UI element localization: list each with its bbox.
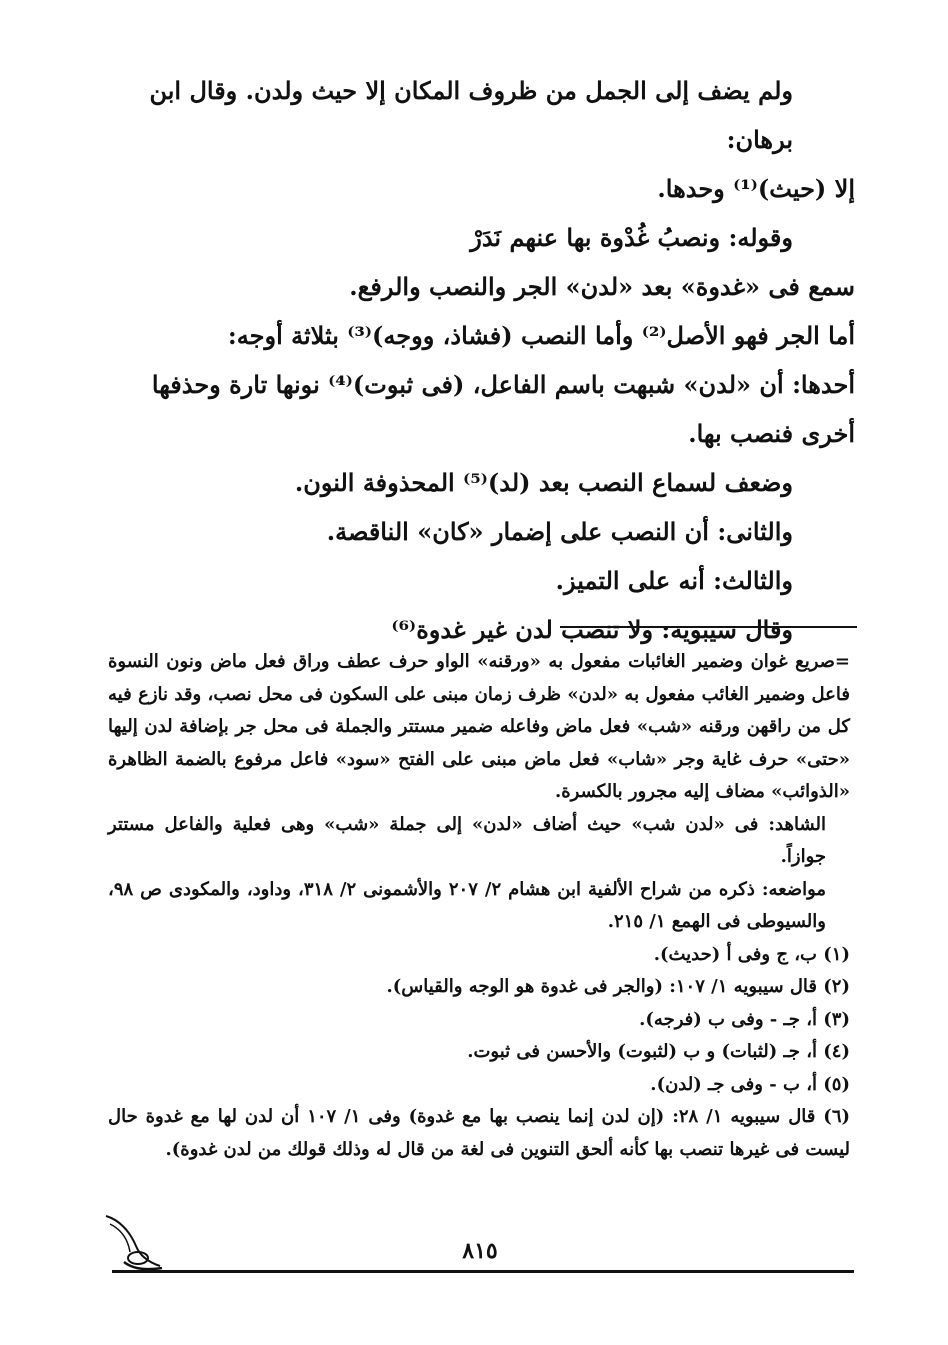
text-line: إلا (حيث)⁽¹⁾ وحدها. [657,174,855,203]
footnote-item: (٦) قال سيبويه ١/ ٢٨: (إن لدن إنما ينصب بها مع غدوة) وفى ١/ ١٠٧ أن لدن لها مع غدوة حال ليست فى غيرها تنصب بها كأنه ألحق التنوين فى لغة من قال له وذلك قولك من لدن غدوة). [108,1106,851,1160]
footnote-item: (٢) قال سيبويه ١/ ١٠٧: (والجر فى غدوة هو الوجه والقياس). [386,976,850,997]
footnote-item: (٥) أ، ب - وفى جـ (لدن). [650,1073,850,1095]
footnote-mawadi: مواضعه: ذكره من شراح الألفية ابن هشام ٢/ ٢٠٧ والأشمونى ٢/ ٣١٨، وداود، والمكودى ص ٩٨، والسيوطى فى الهمع ١/ ٢١٥. [108,878,827,932]
text-line: والثانى: أن النصب على إضمار «كان» الناقصة. [326,517,793,546]
verse-line: وقوله: ونصبُ غُدْوة بها عنهم نَدَرْ [470,223,793,252]
bottom-rule [112,1270,854,1273]
footnote-item: (١) ب، ج وفى أ (حديث). [653,943,850,965]
text-line: والثالث: أنه على التميز. [555,566,793,595]
footnote-continued: =صريع غوان وضمير الغائبات مفعول به «ورقنه» الواو حرف عطف وراق فعل ماض ونون النسوة فاعل وضمير الغائب مفعول به «لدن» ظرف زمان مبنى على السكون فى محل نصب، وقد نازع فيه كل من راقهن ورقنه «شب» فعل ماض وفاعله ضمير مستتر والجملة فى محل جر بإضافة لدن إليها «حتى» حرف غاية وجر «شاب» فعل ماض مبنى على الفتح «سود» فاعل مرفوع بالضمة الظاهرة «الذوائب» مضاف إليه مجرور بالكسرة. [108,651,850,802]
text-line: وضعف لسماع النصب بعد (لد)⁽⁵⁾ المحذوفة النون. [294,468,793,497]
text-line: أحدها: أن «لدن» شبهت باسم الفاعل، (فى ثبوت)⁽⁴⁾ نونها تارة وحذفها [151,370,855,399]
page-number: ٨١٥ [462,1238,498,1264]
footnote-item: (٤) أ، جـ (لثبات) و ب (لثبوت) والأحسن فى ثبوت. [467,1041,850,1062]
text-line: وقال سيبويه: ولا تنصب لدن غير غدوة⁽⁶⁾ [391,615,793,644]
text-line: ولم يضف إلى الجمل من ظروف المكان إلا حيث ولدن. وقال ابن برهان: [149,76,793,154]
footnote-separator [560,626,857,628]
ornament-icon [100,1210,170,1274]
main-text [110,66,855,654]
text-line: أما الجر فهو الأصل⁽²⁾ وأما النصب (فشاذ، ووجه)⁽³⁾ بثلاثة أوجه: [227,321,855,350]
footnote-item: (٣) أ، جـ - وفى ب (فرجه). [639,1008,850,1030]
text-line: سمع فى «غدوة» بعد «لدن» الجر والنصب والرفع. [349,272,855,301]
text-line: أخرى فنصب بها. [688,419,855,448]
footnote-shahid: الشاهد: فى «لدن شب» حيث أضاف «لدن» إلى جملة «شب» وهى فعلية والفاعل مستتر جوازاً. [108,813,826,867]
footnotes [108,646,850,1166]
